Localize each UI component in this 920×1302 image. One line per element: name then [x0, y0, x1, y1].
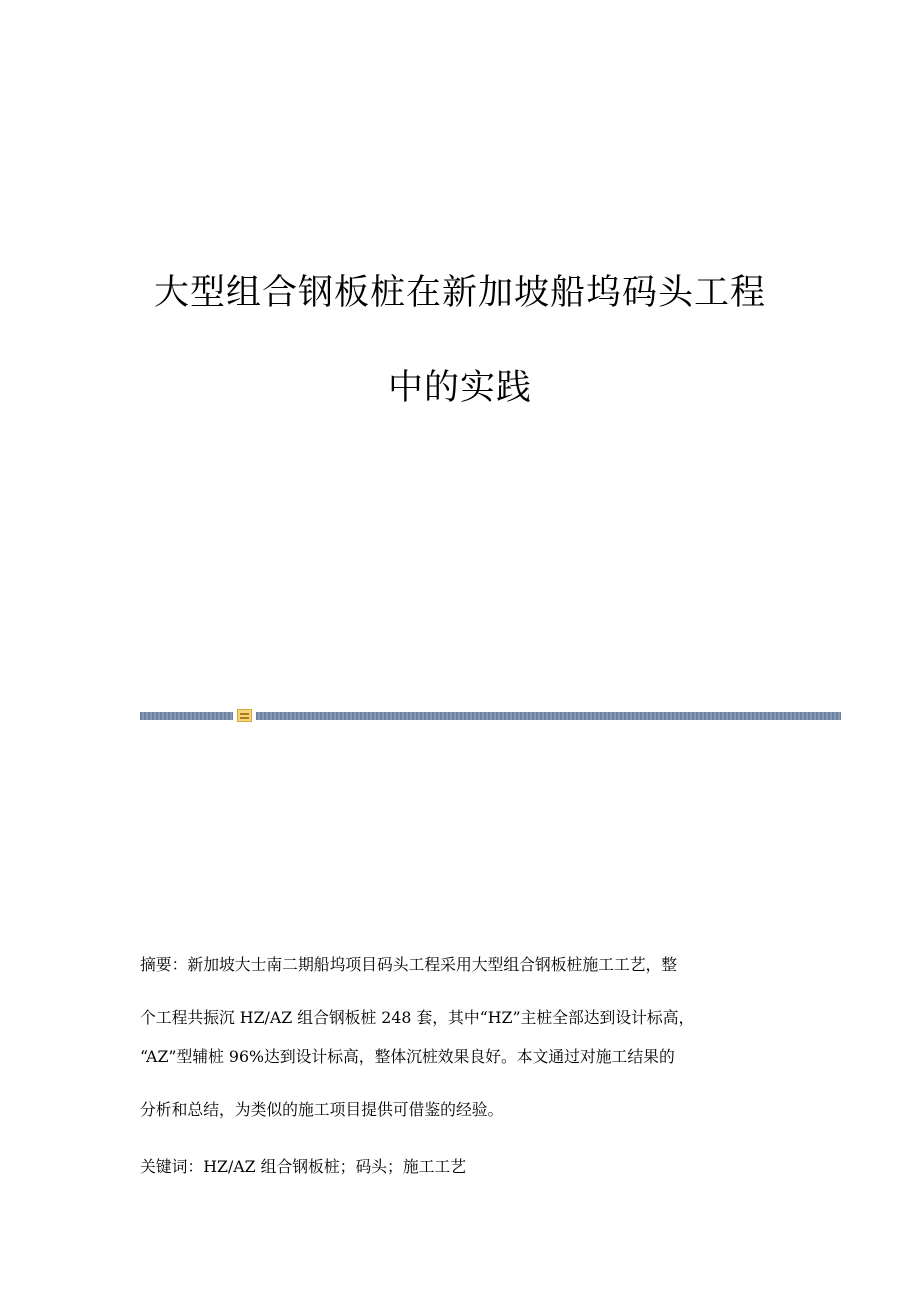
- keywords-line: 关键词：HZ/AZ 组合钢板桩；码头；施工工艺: [140, 1157, 467, 1176]
- title-line-1: 大型组合钢板桩在新加坡船坞码头工程: [153, 273, 766, 313]
- divider-bar-right: [256, 712, 841, 720]
- divider-bar-left: [140, 712, 233, 720]
- abstract-line: 摘要：新加坡大士南二期船坞项目码头工程采用大型组合钢板桩施工工艺，整: [140, 955, 678, 974]
- decorative-divider: [140, 712, 841, 720]
- abstract-line: “AZ”型辅桩 96%达到设计标高，整体沉桩效果良好。本文通过对施工结果的: [140, 1047, 675, 1066]
- abstract-line: 个工程共振沉 HZ/AZ 组合钢板桩 248 套，其中“HZ”主桩全部达到设计标高，: [140, 1008, 695, 1027]
- title-line-2: 中的实践: [387, 368, 532, 408]
- abstract-line: 分析和总结，为类似的施工项目提供可借鉴的经验。: [140, 1100, 504, 1119]
- divider-ornament-icon: [237, 709, 252, 722]
